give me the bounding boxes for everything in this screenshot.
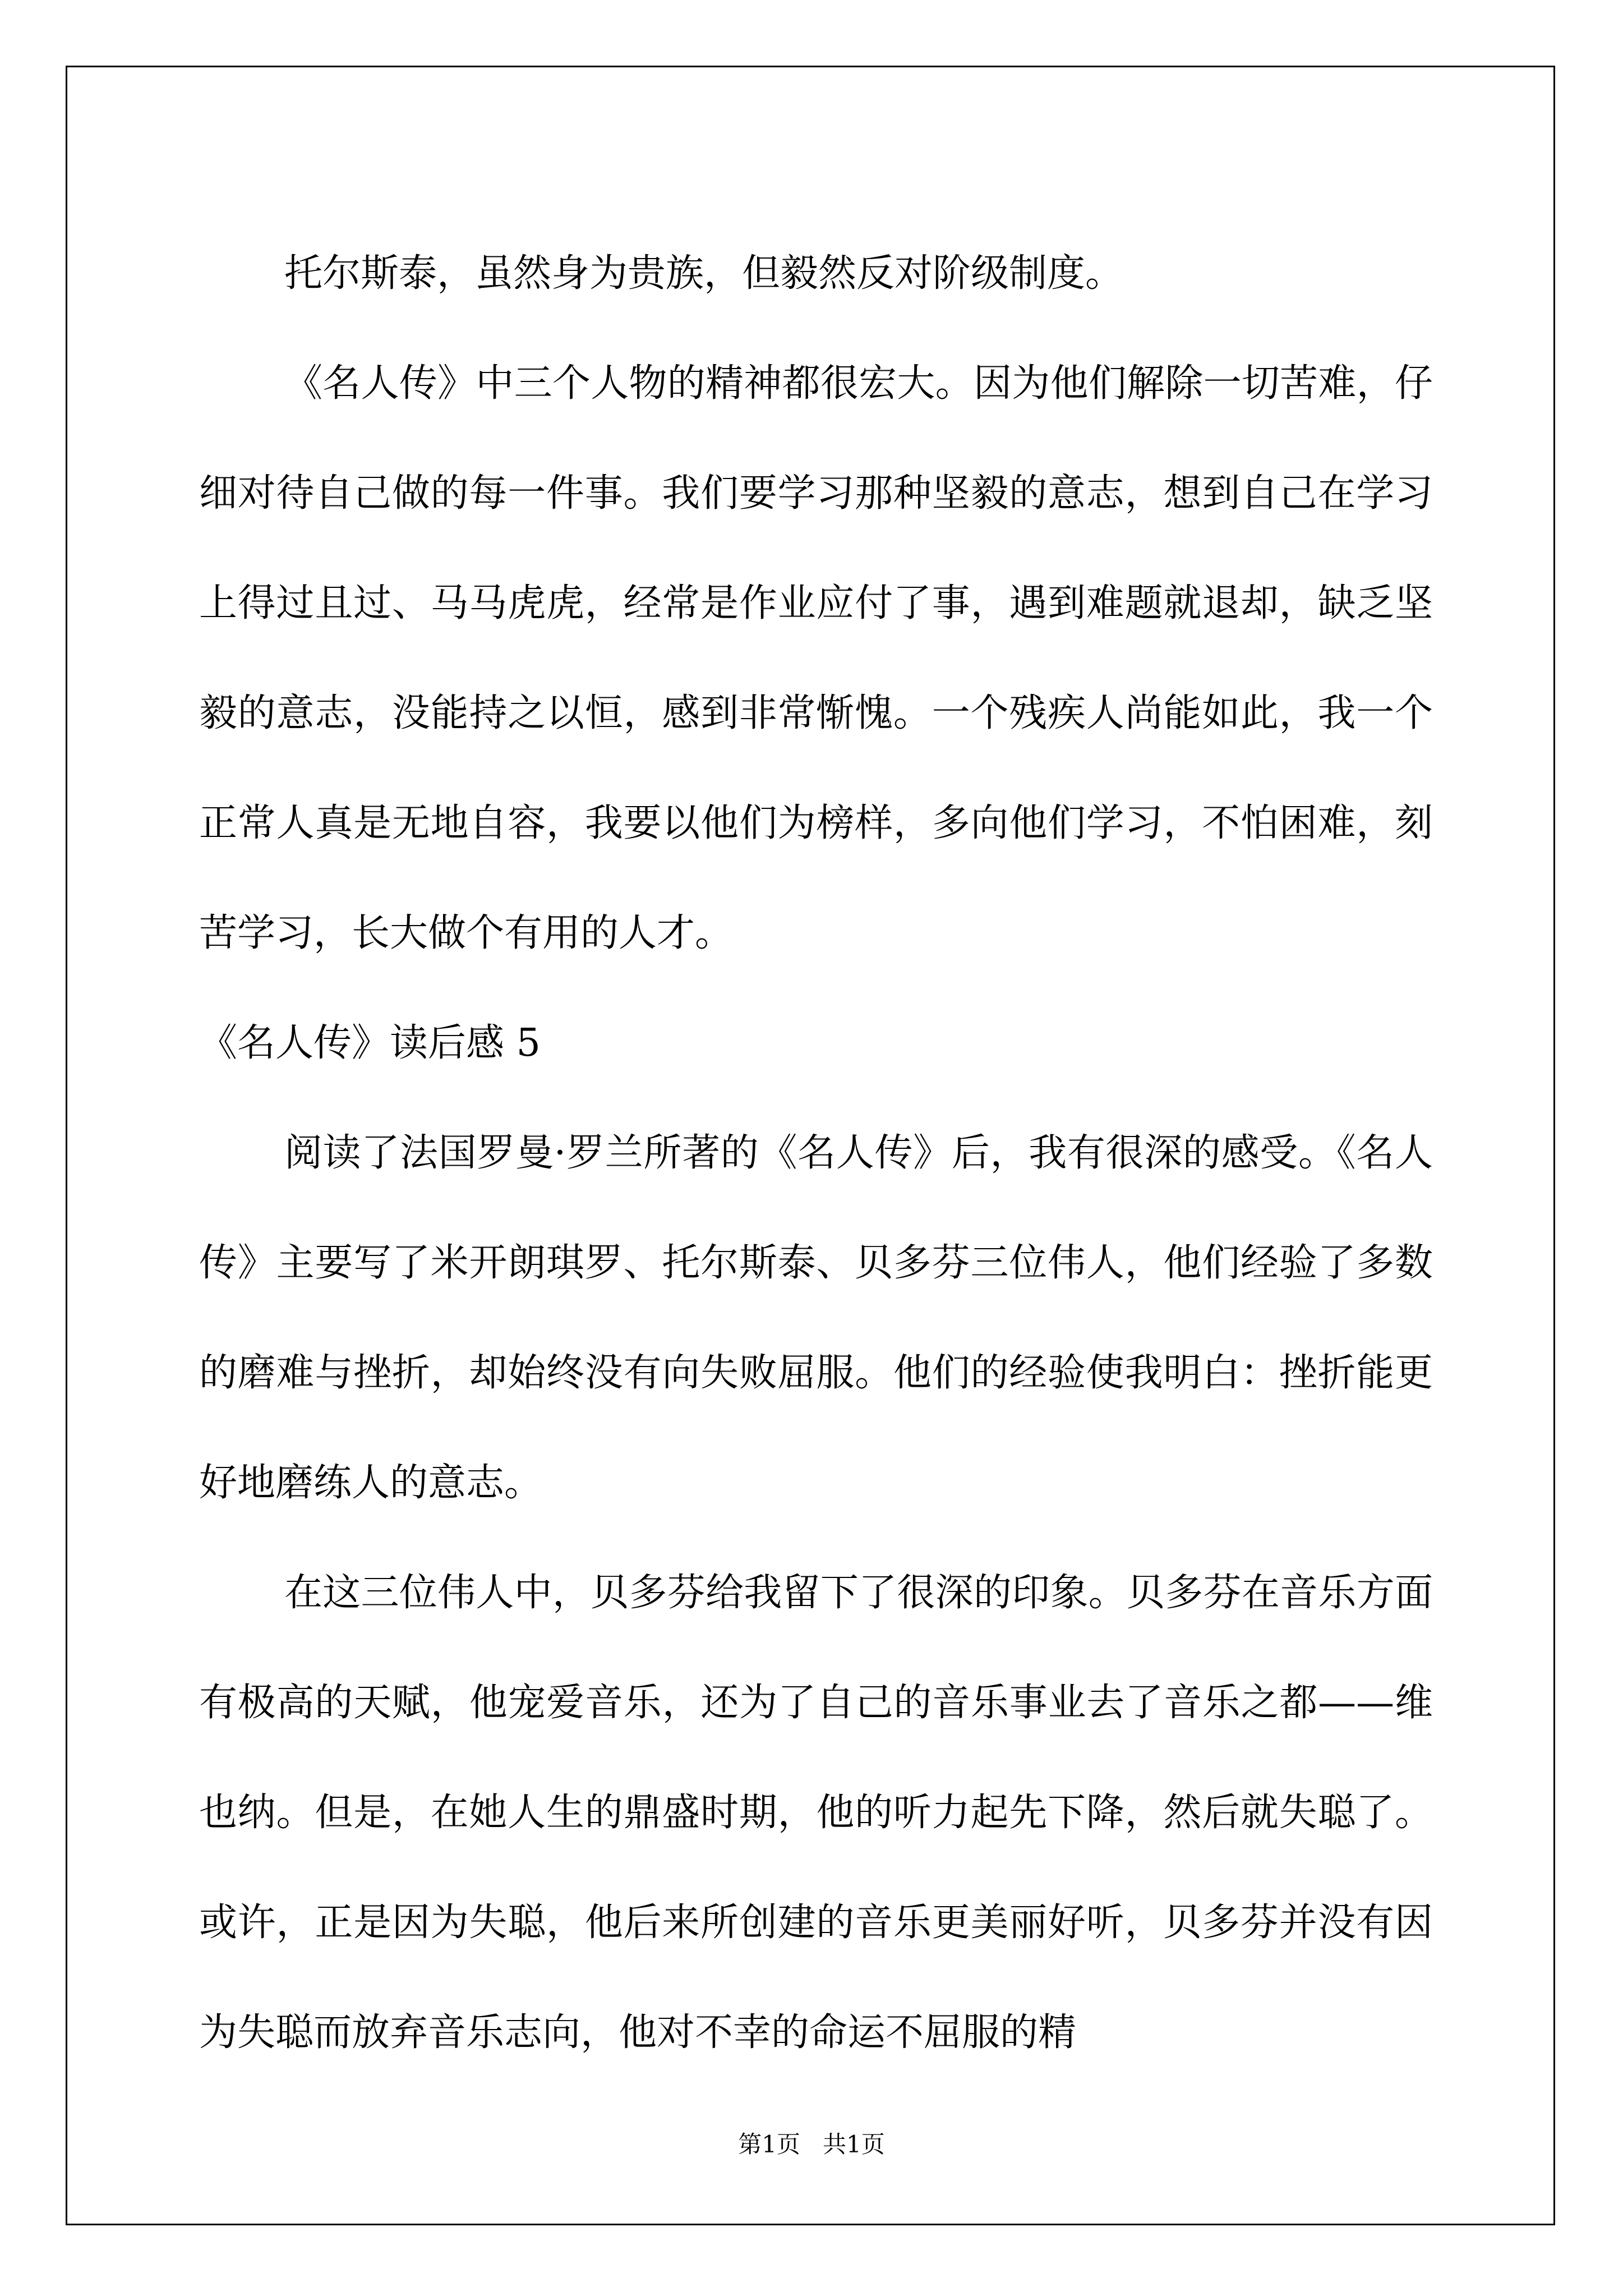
page-number: 第1页 bbox=[738, 2131, 800, 2158]
section-heading: 《名人传》读后感 5 bbox=[199, 1021, 541, 1065]
section-paragraph-2: 在这三位伟人中，贝多芬给我留下了很深的印象。贝多芬在音乐方面有极高的天赋，他宠爱音乐，还为了自己的音乐事业去了音乐之都——维也纳。但是，在她人生的鼎盛时期，他的听力起先下降，然后就失聪了。或许，正是因为失聪，他后来所创建的音乐更美丽好听，贝多芬并没有因为失聪而放弃音乐志向，他对不幸的命运不屈服的精 bbox=[199, 1571, 1433, 2055]
paragraph-1: 托尔斯泰，虽然身为贵族，但毅然反对阶级制度。 bbox=[284, 251, 1124, 296]
paragraph-2: 《名人传》中三个人物的精神都很宏大。因为他们解除一切苦难，仔细对待自己做的每一件事。我们要学习那种坚毅的意志，想到自己在学习上得过且过、马马虎虎，经常是作业应付了事，遇到难题就退却，缺乏坚毅的意志，没能持之以恒，感到非常惭愧。一个残疾人尚能如此，我一个正常人真是无地自容，我要以他们为榜样，多向他们学习，不怕困难，刻苦学习，长大做个有用的人才。 bbox=[199, 361, 1433, 955]
document-body bbox=[199, 219, 1433, 2088]
total-pages: 共1页 bbox=[823, 2131, 885, 2158]
section-paragraph-1: 阅读了法国罗曼·罗兰所著的《名人传》后，我有很深的感受。《名人传》主要写了米开朗琪罗、托尔斯泰、贝多芬三位伟人，他们经验了多数的磨难与挫折，却始终没有向失败屈服。他们的经验使我明白：挫折能更好地磨练人的意志。 bbox=[199, 1131, 1433, 1505]
page-footer bbox=[0, 2131, 1623, 2159]
